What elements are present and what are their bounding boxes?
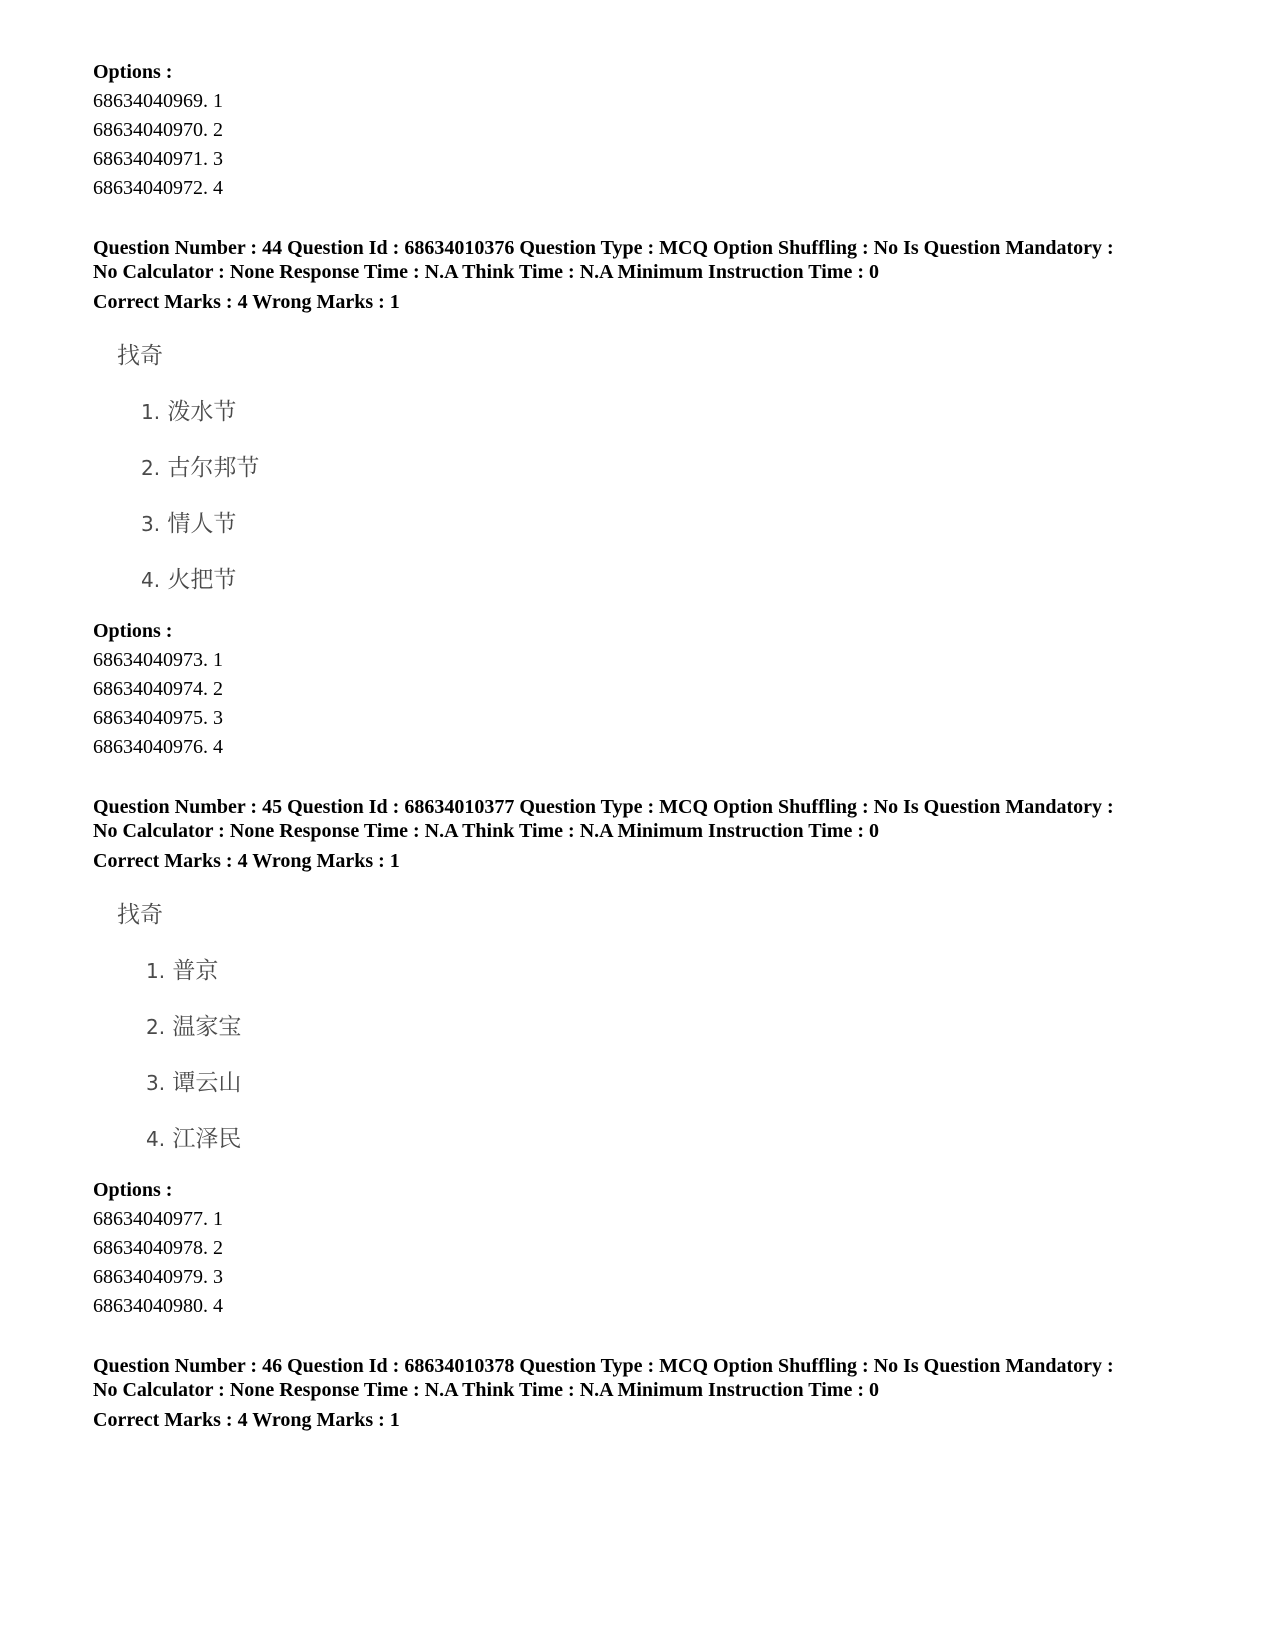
question-block xyxy=(93,236,1213,762)
question-choice xyxy=(141,453,1213,483)
question-header-line: Question Number : 46 Question Id : 68634010378 Question Type : MCQ Option Shuffling : No Is Question Mandatory : xyxy=(93,1355,1114,1377)
document-page xyxy=(93,58,1213,1432)
question-header-line: No Calculator : None Response Time : N.A Think Time : N.A Minimum Instruction Time : 0 xyxy=(93,820,879,842)
choice-text: 古尔邦节 xyxy=(167,455,260,481)
option-line: 68634040979. 3 xyxy=(93,1266,223,1288)
choice-text: 谭云山 xyxy=(172,1070,242,1096)
question-image xyxy=(93,900,1213,1154)
option-line: 68634040980. 4 xyxy=(93,1295,223,1317)
question-marks: Correct Marks : 4 Wrong Marks : 1 xyxy=(93,850,400,872)
question-choice xyxy=(146,1012,1213,1042)
options-label: Options : xyxy=(93,1179,173,1201)
option-line: 68634040973. 1 xyxy=(93,649,223,671)
option-line: 68634040969. 1 xyxy=(93,90,223,112)
choice-number: 3. xyxy=(141,512,161,536)
option-line: 68634040971. 3 xyxy=(93,148,223,170)
choice-number: 2. xyxy=(141,456,161,480)
question-image xyxy=(93,341,1213,595)
choice-text: 江泽民 xyxy=(172,1126,242,1152)
option-line: 68634040970. 2 xyxy=(93,119,223,141)
choice-number: 2. xyxy=(146,1015,166,1039)
question-stem: 找奇 xyxy=(117,902,163,928)
question-choice xyxy=(141,509,1213,539)
option-line: 68634040975. 3 xyxy=(93,707,223,729)
question-header-line: Question Number : 45 Question Id : 68634010377 Question Type : MCQ Option Shuffling : No Is Question Mandatory : xyxy=(93,796,1114,818)
choice-text: 情人节 xyxy=(167,511,237,537)
question-marks: Correct Marks : 4 Wrong Marks : 1 xyxy=(93,1409,400,1431)
question-choice xyxy=(146,1068,1213,1098)
option-line: 68634040976. 4 xyxy=(93,736,223,758)
option-line: 68634040977. 1 xyxy=(93,1208,223,1230)
question-choice xyxy=(146,956,1213,986)
question-choice xyxy=(141,565,1213,595)
choice-number: 3. xyxy=(146,1071,166,1095)
question-stem: 找奇 xyxy=(117,343,163,369)
option-line: 68634040974. 2 xyxy=(93,678,223,700)
option-line: 68634040972. 4 xyxy=(93,177,223,199)
question-header-line: No Calculator : None Response Time : N.A Think Time : N.A Minimum Instruction Time : 0 xyxy=(93,261,879,283)
question-choice xyxy=(141,397,1213,427)
choice-number: 4. xyxy=(141,568,161,592)
options-block xyxy=(93,1176,1213,1321)
options-label: Options : xyxy=(93,620,173,642)
choice-number: 4. xyxy=(146,1127,166,1151)
question-marks: Correct Marks : 4 Wrong Marks : 1 xyxy=(93,291,400,313)
question-header-line: Question Number : 44 Question Id : 68634010376 Question Type : MCQ Option Shuffling : No Is Question Mandatory : xyxy=(93,237,1114,259)
choice-number: 1. xyxy=(146,959,166,983)
choice-text: 火把节 xyxy=(167,567,237,593)
question-choice xyxy=(146,1124,1213,1154)
options-block xyxy=(93,58,1213,203)
option-line: 68634040978. 2 xyxy=(93,1237,223,1259)
options-label: Options : xyxy=(93,61,173,83)
choice-text: 温家宝 xyxy=(172,1014,242,1040)
choice-number: 1. xyxy=(141,400,161,424)
options-block xyxy=(93,617,1213,762)
question-block xyxy=(93,1354,1213,1432)
choice-text: 泼水节 xyxy=(167,399,237,425)
choice-text: 普京 xyxy=(172,958,219,984)
question-header-line: No Calculator : None Response Time : N.A Think Time : N.A Minimum Instruction Time : 0 xyxy=(93,1379,879,1401)
question-block xyxy=(93,795,1213,1321)
